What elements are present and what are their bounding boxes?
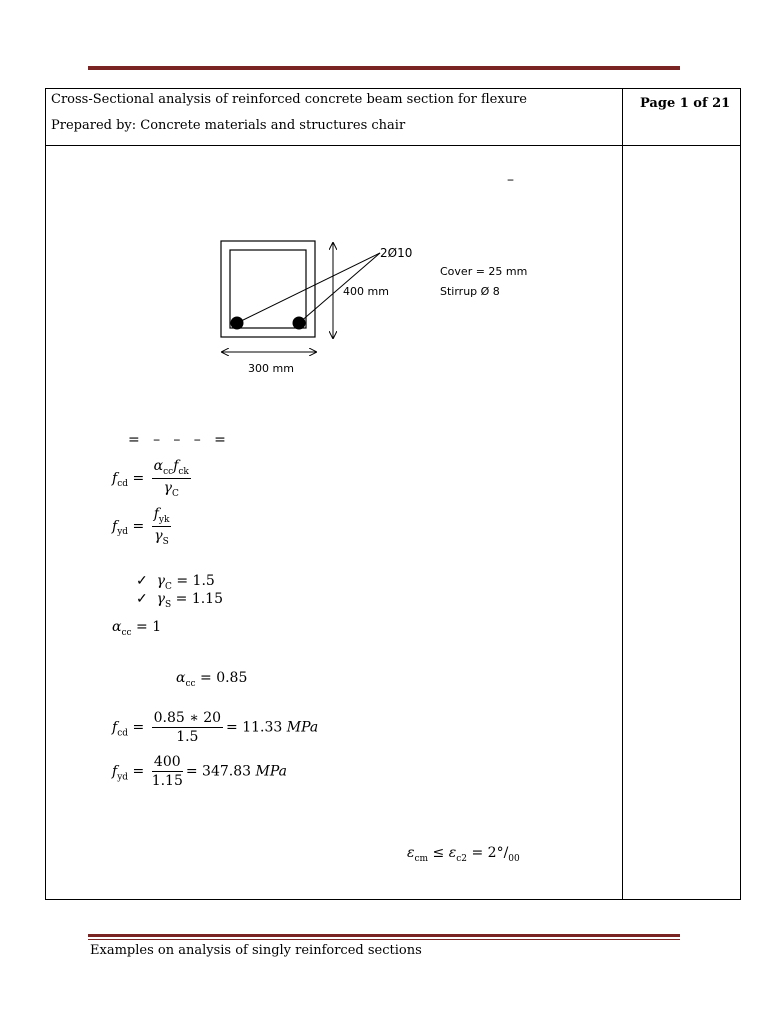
fyd-calculation: $f_{yd}$ = $\frac{400}{1.15}$ = 347.83 MPa (112, 754, 287, 789)
stray-dash: – (507, 172, 514, 188)
width-label: 300 mm (248, 362, 294, 375)
footer-rule-top (88, 934, 680, 937)
stray-equation-row: = – – – = (128, 432, 226, 448)
gamma-c-item: ✓ $\gamma_C = 1.5$ (136, 573, 215, 592)
footer-text: Examples on analysis of singly reinforced sections (90, 943, 422, 958)
check-icon: ✓ (136, 591, 148, 607)
stirrup-label: Stirrup Ø 8 (440, 285, 500, 298)
header-divider (45, 145, 741, 146)
bars-label: 2Ø10 (380, 246, 413, 260)
alpha-cc-one: $\alpha_{cc} = 1$ (112, 619, 162, 638)
top-rule (88, 66, 680, 70)
prepared-by: Prepared by: Concrete materials and structures chair (51, 118, 406, 133)
cover-label: Cover = 25 mm (440, 265, 528, 278)
strain-limit: $\varepsilon_{cm} \le \varepsilon_{c2} = 2^\circ/_{00}$ (407, 845, 520, 864)
fcd-calculation: $f_{cd}$ = $\frac{0.85 ∗ 20}{1.5}$ = 11.33 MPa (112, 710, 319, 745)
page-number: Page 1 of 21 (640, 96, 731, 111)
alpha-cc-085: $\alpha_{cc} = 0.85$ (176, 670, 248, 689)
document-title: Cross-Sectional analysis of reinforced concrete beam section for flexure (51, 92, 527, 107)
fyd-formula: $f_{yd}$ = $\frac{f_{yk}}{\gamma_S}$ (112, 506, 170, 547)
stirrup (230, 250, 306, 328)
height-label: 400 mm (343, 285, 389, 298)
column-divider (622, 88, 623, 900)
fcd-formula: $f_{cd}$ = $\frac{\alpha_{cc}f_{ck}}{\gamma_C}$ (112, 458, 189, 499)
gamma-s-item: ✓ $\gamma_S = 1.15$ (136, 591, 223, 610)
check-icon: ✓ (136, 573, 148, 589)
footer-rule-bottom (88, 939, 680, 940)
